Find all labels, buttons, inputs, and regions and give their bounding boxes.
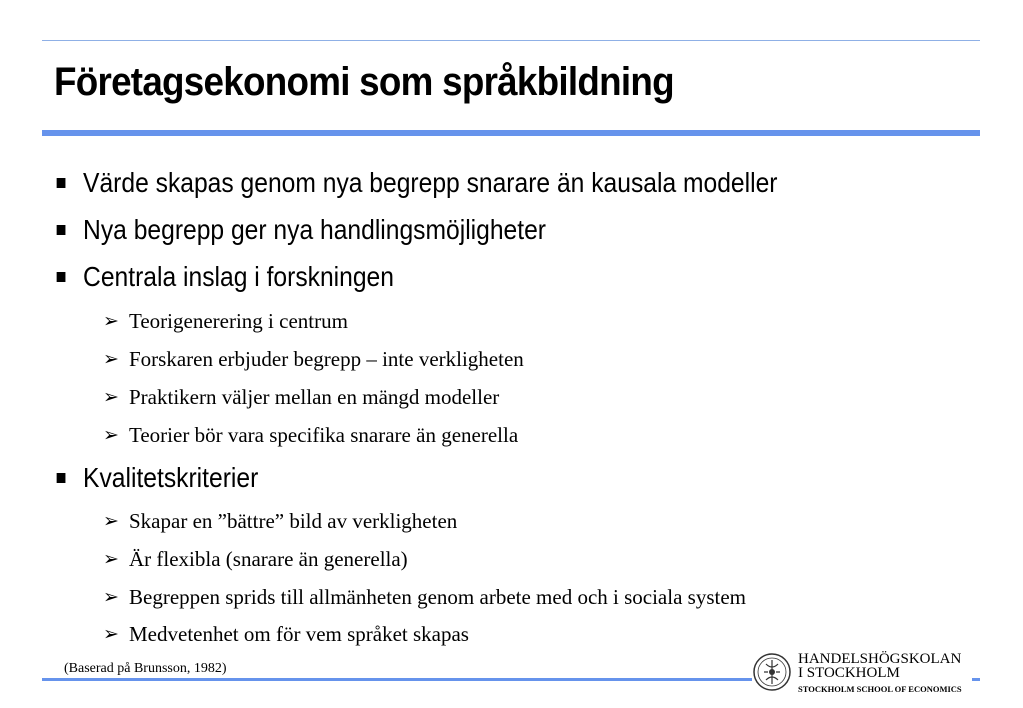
seal-icon: [752, 652, 792, 692]
sub-list-item-text: Praktikern väljer mellan en mängd modeller: [129, 384, 500, 409]
list-item: [54, 257, 394, 297]
title-divider: [42, 130, 980, 136]
list-item-text: Värde skapas genom nya begrepp snarare än kausala modeller: [83, 167, 778, 198]
sub-list-item: [103, 583, 746, 611]
list-item: [54, 210, 546, 250]
sub-list-item-text: Är flexibla (snarare än generella): [129, 546, 408, 571]
sub-list-item-text: Teorigenerering i centrum: [129, 308, 348, 333]
list-item: [54, 458, 258, 498]
sub-list-item-text: Forskaren erbjuder begrepp – inte verkligheten: [129, 346, 524, 371]
sub-list-item: [103, 545, 408, 573]
slide-title: Företagsekonomi som språkbildning: [54, 60, 674, 104]
sub-list-item-text: Medvetenhet om för vem språket skapas: [129, 621, 469, 646]
logo-name-line1: HANDELSHÖGSKOLAN: [798, 651, 962, 667]
sub-list-item: [103, 421, 518, 449]
source-note: (Baserad på Brunsson, 1982): [60, 660, 231, 678]
arrow-bullet-icon: ➢: [103, 348, 119, 370]
list-item-text: Nya begrepp ger nya handlingsmöjligheter: [83, 214, 547, 245]
sub-list-item: [103, 345, 524, 373]
arrow-bullet-icon: ➢: [103, 424, 119, 446]
arrow-bullet-icon: ➢: [103, 586, 119, 608]
square-bullet-icon: [57, 473, 66, 483]
logo-name-line2: I STOCKHOLM: [798, 665, 900, 681]
square-bullet-icon: [57, 178, 66, 188]
top-divider: [42, 40, 980, 41]
list-item-text: Kvalitetskriterier: [83, 462, 259, 493]
sub-list-item: [103, 307, 348, 335]
arrow-bullet-icon: ➢: [103, 310, 119, 332]
sub-list-item-text: Teorier bör vara specifika snarare än generella: [129, 422, 519, 447]
sub-list-item-text: Begreppen sprids till allmänheten genom arbete med och i sociala system: [129, 584, 746, 609]
list-item-text: Centrala inslag i forskningen: [83, 261, 394, 292]
list-item: [54, 163, 777, 203]
logo-subtitle: STOCKHOLM SCHOOL OF ECONOMICS: [798, 684, 962, 694]
square-bullet-icon: [57, 272, 66, 282]
square-bullet-icon: [57, 225, 66, 235]
sub-list-item: [103, 383, 499, 411]
school-logo: [752, 650, 972, 698]
arrow-bullet-icon: ➢: [103, 510, 119, 532]
sub-list-item: [103, 507, 457, 535]
arrow-bullet-icon: ➢: [103, 623, 119, 645]
sub-list-item: [103, 620, 469, 648]
arrow-bullet-icon: ➢: [103, 548, 119, 570]
arrow-bullet-icon: ➢: [103, 386, 119, 408]
sub-list-item-text: Skapar en ”bättre” bild av verkligheten: [129, 508, 458, 533]
